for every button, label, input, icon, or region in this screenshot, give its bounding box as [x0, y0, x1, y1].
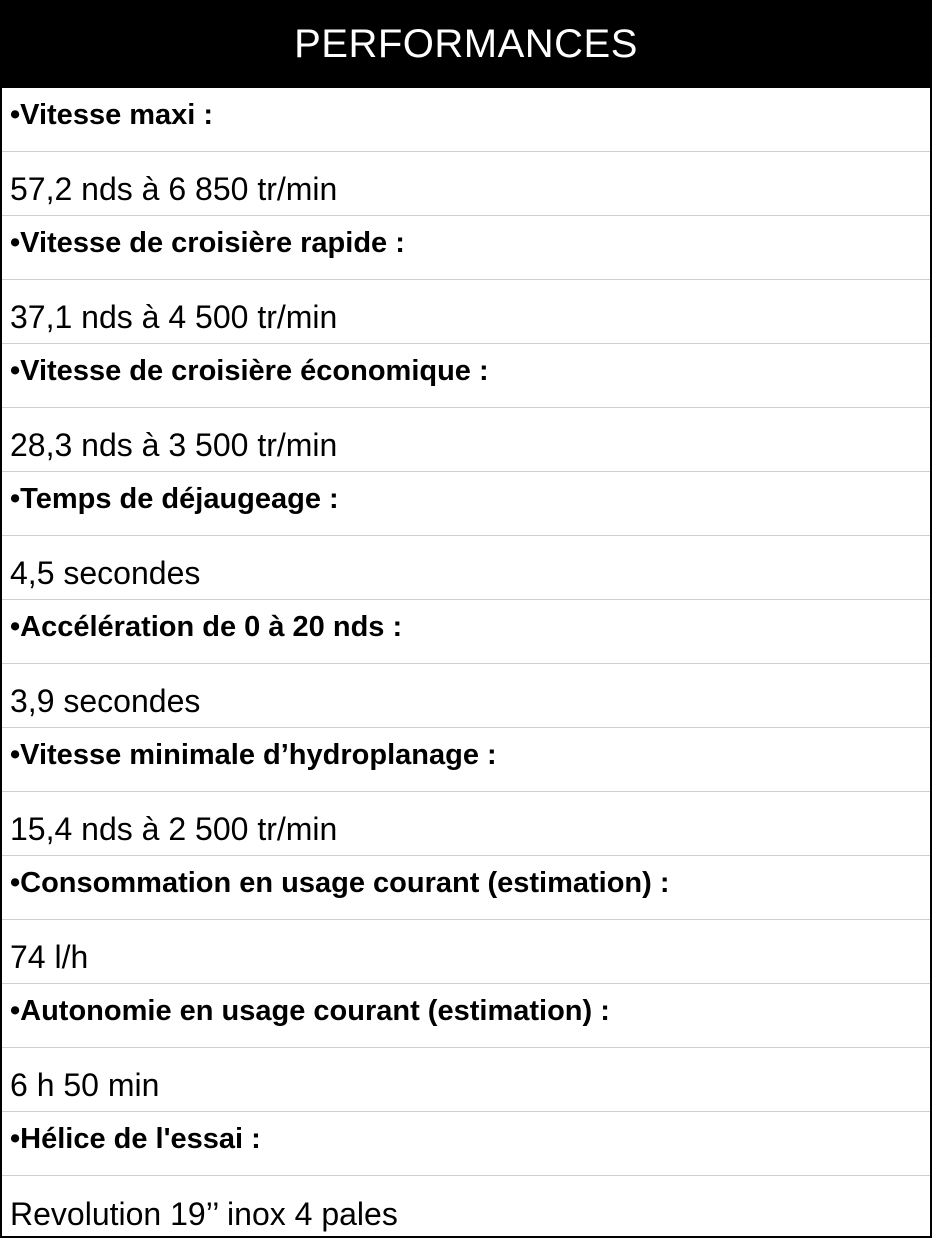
row-value-temps-dejaugeage: 4,5 secondes: [2, 536, 930, 600]
row-label-vitesse-maxi: •Vitesse maxi :: [2, 88, 930, 152]
row-label-vitesse-hydroplanage: •Vitesse minimale d’hydroplanage :: [2, 728, 930, 792]
row-value-autonomie: 6 h 50 min: [2, 1048, 930, 1112]
row-value-helice: Revolution 19’’ inox 4 pales: [10, 1195, 398, 1232]
row-label-croisiere-economique: •Vitesse de croisière économique :: [2, 344, 930, 408]
row-value-croisiere-economique: 28,3 nds à 3 500 tr/min: [2, 408, 930, 472]
table-title: PERFORMANCES: [2, 0, 930, 88]
row-value-vitesse-maxi: 57,2 nds à 6 850 tr/min: [2, 152, 930, 216]
row-value-consommation: 74 l/h: [2, 920, 930, 984]
row-value-acceleration: 3,9 secondes: [2, 664, 930, 728]
row-label-consommation: •Consommation en usage courant (estimation) :: [2, 856, 930, 920]
row-value-vitesse-hydroplanage: 15,4 nds à 2 500 tr/min: [2, 792, 930, 856]
row-label-helice: •Hélice de l'essai :: [2, 1112, 930, 1176]
row-label-temps-dejaugeage: •Temps de déjaugeage :: [2, 472, 930, 536]
row-label-croisiere-rapide: •Vitesse de croisière rapide :: [2, 216, 930, 280]
row-label-acceleration: •Accélération de 0 à 20 nds :: [2, 600, 930, 664]
row-value-croisiere-rapide: 37,1 nds à 4 500 tr/min: [2, 280, 930, 344]
row-label-autonomie: •Autonomie en usage courant (estimation) :: [2, 984, 930, 1048]
table-body: [2, 88, 930, 1240]
